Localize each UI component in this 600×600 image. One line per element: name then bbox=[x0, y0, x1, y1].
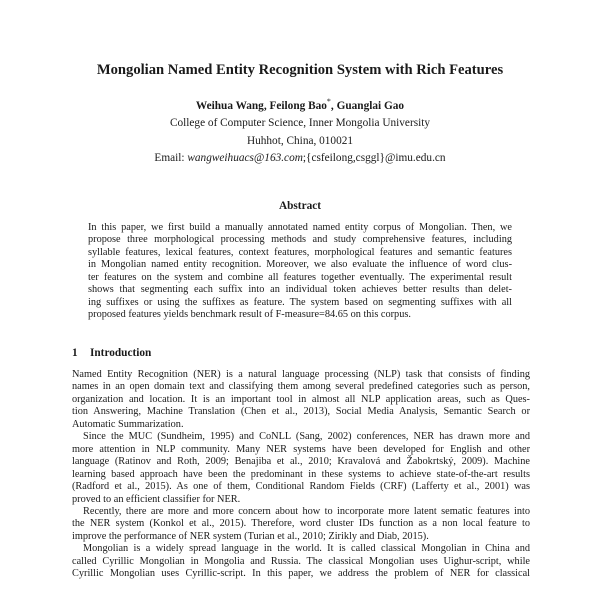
body-line: Since the MUC (Sundheim, 1995) and CoNLL (Sang, 2002) conferences, NER has drawn more and bbox=[83, 431, 530, 443]
author-block bbox=[0, 98, 600, 168]
body-line: Recently, there are more and more concern about how to incorporate more latent sematic features into bbox=[83, 505, 530, 517]
introduction-body bbox=[72, 369, 530, 581]
corresponding-author-mark: * bbox=[326, 97, 331, 107]
body-line: improve the performance of NER system (Turian et al., 2010; Zirikly and Diab, 2015). bbox=[72, 530, 429, 542]
paper-title: Mongolian Named Entity Recognition System with Rich Features bbox=[96, 62, 504, 78]
body-line: learning based approach have been the predominant in these systems to achieve state-of-the-art results bbox=[72, 468, 530, 480]
author-email bbox=[0, 150, 600, 167]
body-line: the NER system (Konkol et al., 2015). Therefore, word cluster IDs function as a non local feature to bbox=[72, 518, 530, 530]
abstract-line: ing suffixes or using the suffixes as feature. The system based on segmenting suffixes with all bbox=[88, 296, 512, 308]
body-line: names in an open domain text and classifying them among several predefined categories such as person, bbox=[72, 381, 530, 393]
author-names-primary: Weihua Wang, Feilong Bao bbox=[195, 100, 327, 112]
body-line: Mongolian is a widely spread language in the world. It is called classical Mongolian in China and bbox=[83, 543, 530, 555]
body-line: Cyrillic Mongolian uses Cyrillic-script. In this paper, we address the problem of NER for classical bbox=[72, 568, 530, 580]
author-names bbox=[0, 98, 600, 115]
abstract-line: In this paper, we first build a manually annotated named entity corpus of Mongolian. Then, we bbox=[88, 222, 512, 233]
author-address: Huhhot, China, 010021 bbox=[246, 134, 354, 147]
abstract-heading: Abstract bbox=[278, 200, 322, 212]
email-primary: wangweihuacs@163.com bbox=[187, 152, 303, 165]
body-line: language (Ratinov and Roth, 2009; Benajiba et al., 2010; Kravalová and Žabokrtský, 2009). Machine bbox=[72, 456, 530, 468]
author-affiliation: College of Computer Science, Inner Mongolia University bbox=[169, 117, 431, 130]
abstract-line: proposed features yields benchmark result of F-measure=84.65 on this corpus. bbox=[88, 309, 411, 321]
abstract-line: syllable features, lexical features, context features, morphological features and semantic features bbox=[88, 246, 512, 258]
abstract-line: shows that segmenting each suffix into an individual token achieves better results than delet- bbox=[88, 284, 512, 296]
body-line: organization and location. It is an important tool in almost all NLP application areas, such as Ques- bbox=[72, 393, 530, 405]
section-number: 1 bbox=[72, 347, 78, 359]
body-line: called Cyrillic Mongolian in Mongolia and Russia. The classical Mongolian uses Uighur-script, while bbox=[72, 555, 530, 567]
body-line: Automatic Summarization. bbox=[72, 418, 184, 430]
author-names-tail: , Guanglai Gao bbox=[330, 100, 405, 112]
email-label: Email: bbox=[154, 152, 188, 165]
abstract-line: propose three morphological processing methods and study comprehensive features, including bbox=[88, 234, 512, 246]
abstract-line: in Mongolian named entity recognition. Moreover, we also evaluate the influence of word clus- bbox=[88, 259, 512, 271]
body-line: proved to an efficient classifier for NER. bbox=[72, 493, 241, 505]
abstract-line: ter features on the system and combine all features together eventually. The experimental result bbox=[88, 271, 512, 283]
body-line: tion Answering, Machine Translation (Chen et al., 2013), Social Media Analysis, Semantic Search or bbox=[72, 406, 530, 418]
email-rest: ;{csfeilong,csggl}@imu.edu.cn bbox=[302, 152, 446, 165]
body-line: more attention in NLP community. Many NER systems have been developed for English and other bbox=[72, 443, 530, 455]
body-line: (Radford et al., 2015). As one of them, Conditional Random Fields (CRF) (Lafferty et al., 2001) was bbox=[72, 481, 530, 493]
body-line: Named Entity Recognition (NER) is a natural language processing (NLP) task that consists of finding bbox=[72, 369, 530, 380]
section-title: Introduction bbox=[90, 347, 152, 359]
abstract-text bbox=[88, 222, 512, 322]
section-heading-introduction bbox=[72, 346, 151, 361]
